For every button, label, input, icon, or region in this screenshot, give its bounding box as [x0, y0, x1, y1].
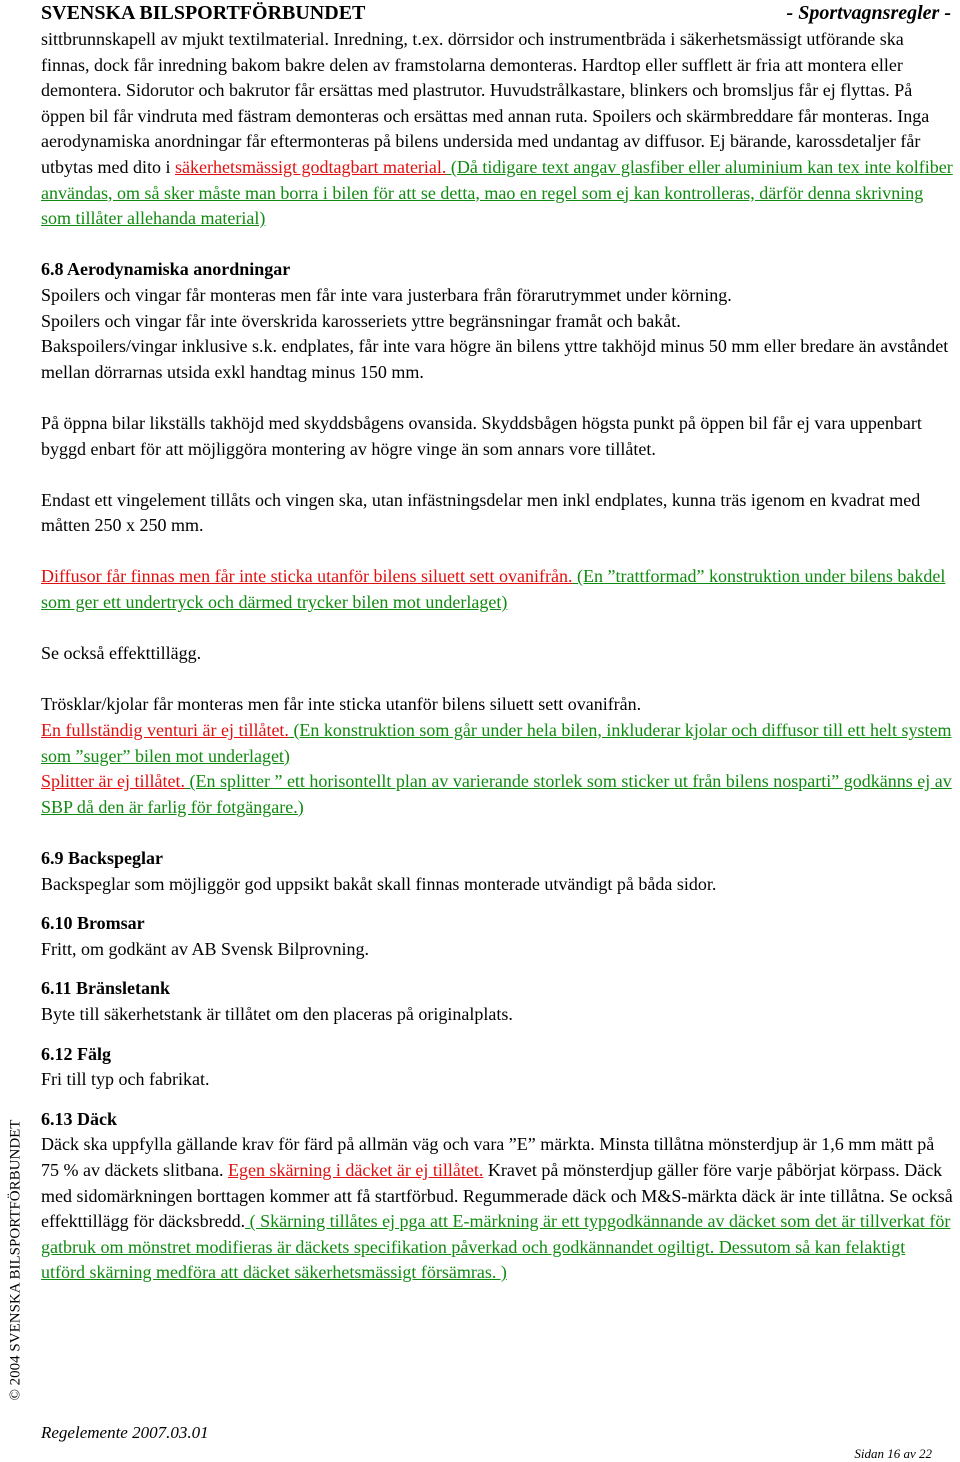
diffusor-red-text: Diffusor får finnas men får inte sticka utanför bilens siluett sett ovanifrån. [41, 566, 573, 587]
tyres-red-text: Egen skärning i däcket är ej tillåtet. [227, 1159, 484, 1180]
heading-6-9: 6.9 Backspeglar [41, 848, 164, 868]
aero-line-2: Spoilers och vingar får inte överskrida karosseriets yttre begränsningar framåt och bakåt. [41, 310, 681, 331]
tyres-text-2: Kravet på mönsterdjup gäller före varje påbörjat körpass. Däck med sidomärkningen borttagen kommer att få startförbud. Regummerade däck och M&S-märkta däck är inte tillåtna. Se också effekttillägg för däcksbredd. [41, 1159, 953, 1232]
heading-6-10: 6.10 Bromsar [41, 913, 145, 934]
aero-trosklar: Trösklar/kjolar får monteras men får inte sticka utanför bilens siluett sett ovanifrån. [41, 694, 642, 715]
diffusor-green-note: (En ”trattformad” konstruktion under bilens bakdel som ger ett undertryck och därmed trycker bilen mot underlaget) [41, 566, 946, 613]
aero-venturi [41, 718, 953, 769]
header-title: - Sportvagnsregler - [786, 2, 951, 24]
document-body [41, 27, 953, 1286]
heading-6-8: 6.8 Aerodynamiska anordningar [41, 259, 291, 280]
aero-line-3: Bakspoilers/vingar inklusive s.k. endplates, får inte vara högre än bilens yttre takhöjd minus 50 mm eller bredare än avståndet mellan dörrarnas utsida exkl handtag minus 150 mm. [41, 336, 949, 382]
tyres-text [41, 1132, 953, 1286]
aero-diffusor [41, 564, 953, 615]
splitter-green-note: (En splitter ” ett horisontellt plan av varierande storlek som sticker ut från bilens nosparti” godkänns ej av SBP då den är farlig för fotgängare.) [41, 771, 952, 817]
page-header [41, 2, 951, 26]
aero-open-cars: På öppna bilar likställs takhöjd med skyddsbågens ovansida. Skyddsbågen högsta punkt på öppen bil får ej vara uppenbart byggd enbart för att möjliggöra montering av högre vinge än som annars vore tillåtet. [41, 412, 922, 459]
mirrors-text: Backspeglar som möjliggör god uppsikt bakåt skall finnas monterade utvändigt på båda sidor. [41, 873, 717, 894]
copyright-sidebar [6, 1119, 26, 1400]
footer-page-number: Sidan 16 av 22 [854, 1446, 932, 1461]
fuel-tank-text: Byte till säkerhetstank är tillåtet om den placeras på originalplats. [41, 1003, 513, 1024]
header-organization: SVENSKA BILSPORTFÖRBUNDET [41, 2, 366, 24]
brakes-text: Fritt, om godkänt av AB Svensk Bilprovning. [41, 938, 370, 959]
aero-wing-element: Endast ett vingelement tillåts och vingen ska, utan infästningsdelar men inkl endplates, kunna träs igenom en kvadrat med måtten 250 x 250 mm. [41, 489, 921, 536]
interior-green-note: (Då tidigare text angav glasfiber eller aluminium kan tex inte kolfiber användas, om så sker måste man borra i bilen för att se detta, mao en regel som ej kan kontrolleras, därför denna skrivning som tillåter allehanda material) [41, 156, 953, 229]
rims-text: Fri till typ och fabrikat. [41, 1069, 210, 1090]
venturi-red-text: En fullständig venturi är ej tillåtet. [41, 720, 289, 741]
interior-red-text: säkerhetsmässigt godtagbart material. [175, 156, 447, 177]
footer-regulations-date: Regelemente 2007.03.01 [41, 1423, 209, 1442]
paragraph-interior [41, 27, 953, 232]
venturi-green-note: (En konstruktion som går under hela bilen, inkluderar kjolar och diffusor till ett helt system som ”suger” bilen mot underlaget) [41, 720, 952, 766]
tyres-green-note: ( Skärning tillåtes ej pga att E-märkning är ett typgodkännande av däcket som det är tillverkat för gatbruk om mönstret modifieras är däckets specifikation påverkad och godkännandet ogiltigt. Dessutom så kan felaktigt utförd skärning medföra att däcket säkerhetsmässigt försämras. ) [41, 1211, 951, 1283]
aero-line-1: Spoilers och vingar får monteras men får inte vara justerbara från förarutrymmet under körning. [41, 284, 732, 305]
heading-6-12: 6.12 Fälg [41, 1043, 111, 1064]
interior-text: sittbrunnskapell av mjukt textilmaterial. Inredning, t.ex. dörrsidor och instrumentbräda i säkerhetsmässigt utförande ska finnas, dock får inredning bakom bakre delen av framstolarna demonteras. Hardtop eller sufflett är fria att montera eller demontera. Sidorutor och bakrutor får ersättas med plastrutor. Huvudstrålkastare, blinkers och bromsljus får ej flyttas. På öppen bil får vindruta med fästram demonteras och ersättas med annan ruta. Spoilers och skärmbreddare får monteras. Inga aerodynamiska anordningar får eftermonteras på bilens undersida med undantag av diffusor. Ej bärande, karossdetaljer får utbytas med dito i [41, 29, 930, 177]
splitter-red-text: Splitter är ej tillåtet. [41, 771, 185, 792]
aero-see-also: Se också effekttillägg. [41, 643, 202, 664]
copyright-text: © 2004 SVENSKA BILSPORTFÖRBUNDET [7, 1119, 24, 1400]
aero-splitter [41, 769, 953, 820]
heading-6-11: 6.11 Bränsletank [41, 978, 171, 999]
tyres-text-1: Däck ska uppfylla gällande krav för färd på allmän väg och vara ”E” märkta. Minsta tillåtna mönsterdjup är 1,6 mm mätt på 75 % av däckets slitbana. [41, 1134, 935, 1180]
heading-6-13: 6.13 Däck [41, 1108, 117, 1129]
